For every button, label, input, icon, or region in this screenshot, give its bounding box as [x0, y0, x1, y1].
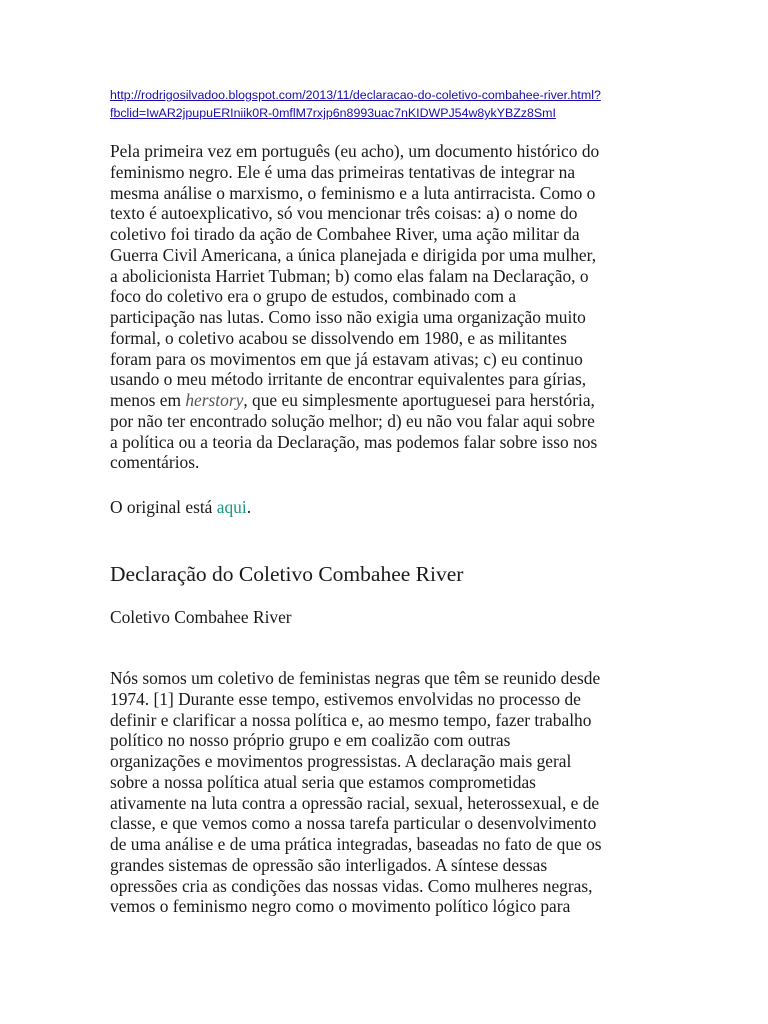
intro-line: formal, o coletivo acabou se dissolvendo em 1980, e as militantes	[110, 327, 567, 348]
original-suffix: .	[246, 497, 252, 517]
intro-line: usando o meu método irritante de encontrar equivalentes para gírias,	[110, 369, 587, 390]
intro-line: Guerra Civil Americana, a única planejada e dirigida por uma mulher,	[110, 244, 597, 265]
original-link[interactable]: aqui	[216, 497, 247, 517]
original-source-line	[110, 497, 662, 518]
intro-line: mesma análise o marxismo, o feminismo e a luta antirracista. Como o	[110, 182, 596, 203]
intro-line: coletivo foi tirado da ação de Combahee River, uma ação militar da	[110, 224, 580, 244]
body-line: de uma análise e de uma prática integradas, baseadas no fato de que os	[110, 834, 602, 854]
body-line: político no nosso próprio grupo e em coalizão com outras	[110, 730, 511, 751]
declaration-paragraph	[110, 668, 662, 917]
intro-line: a abolicionista Harriet Tubman; b) como elas falam na Declaração, o	[110, 265, 589, 286]
intro-line-after: , que eu simplesmente aportuguesei para herstória,	[243, 390, 595, 410]
intro-line: por não ter encontrado solução melhor; d) eu não vou falar aqui sobre	[110, 410, 595, 431]
body-line: organizações e movimentos progressistas. A declaração mais geral	[110, 751, 572, 771]
intro-line: comentários.	[110, 452, 200, 473]
herstory-term: herstory	[185, 390, 244, 410]
body-line: sobre a nossa política atual seria que estamos comprometidas	[110, 771, 536, 792]
body-line: ativamente na luta contra a opressão racial, sexual, heterossexual, e de	[110, 792, 600, 813]
body-line: Nós somos um coletivo de feministas negras que têm se reunido desde	[110, 668, 601, 688]
document-heading: Declaração do Coletivo Combahee River	[110, 562, 464, 586]
intro-line: a política ou a teoria da Declaração, mas podemos falar sobre isso nos	[110, 431, 598, 452]
intro-line: foco do coletivo era o grupo de estudos, combinado com a	[110, 286, 517, 307]
original-prefix: O original está	[110, 497, 217, 517]
body-line: grandes sistemas de opressão são interligados. A síntese dessas	[110, 854, 548, 875]
original-line	[110, 497, 662, 518]
body-line: vemos o feminismo negro como o movimento político lógico para	[110, 896, 571, 917]
source-url-line-2[interactable]: fbclid=IwAR2jpupuERIniik0R-0mflM7rxjp6n8993uac7nKIDWPJ54w8ykYBZz8SmI	[110, 106, 556, 120]
intro-line: foram para os movimentos em que já estavam ativas; c) eu continuo	[110, 348, 583, 369]
body-line: definir e clarificar a nossa política e, ao mesmo tempo, fazer trabalho	[110, 709, 592, 730]
intro-paragraph	[110, 141, 662, 473]
intro-line-before: menos em	[110, 390, 186, 410]
intro-line: participação nas lutas. Como isso não exigia uma organização muito	[110, 307, 586, 327]
document-author: Coletivo Combahee River	[110, 607, 292, 627]
intro-line: Pela primeira vez em português (eu acho), um documento histórico do	[110, 141, 600, 161]
body-line: 1974. [1] Durante esse tempo, estivemos envolvidas no processo de	[110, 688, 581, 709]
intro-line: feminismo negro. Ele é uma das primeiras tentativas de integrar na	[110, 161, 576, 182]
intro-line: texto é autoexplicativo, só vou mencionar três coisas: a) o nome do	[110, 203, 578, 224]
intro-line-herstory	[110, 390, 662, 411]
source-url-link[interactable]	[110, 86, 670, 122]
body-line: opressões cria as condições das nossas vidas. Como mulheres negras,	[110, 875, 593, 896]
source-url-line-1[interactable]: http://rodrigosilvadoo.blogspot.com/2013/11/declaracao-do-coletivo-combahee-river.html?	[110, 88, 601, 102]
body-line: classe, e que vemos como a nossa tarefa particular o desenvolvimento	[110, 813, 597, 834]
